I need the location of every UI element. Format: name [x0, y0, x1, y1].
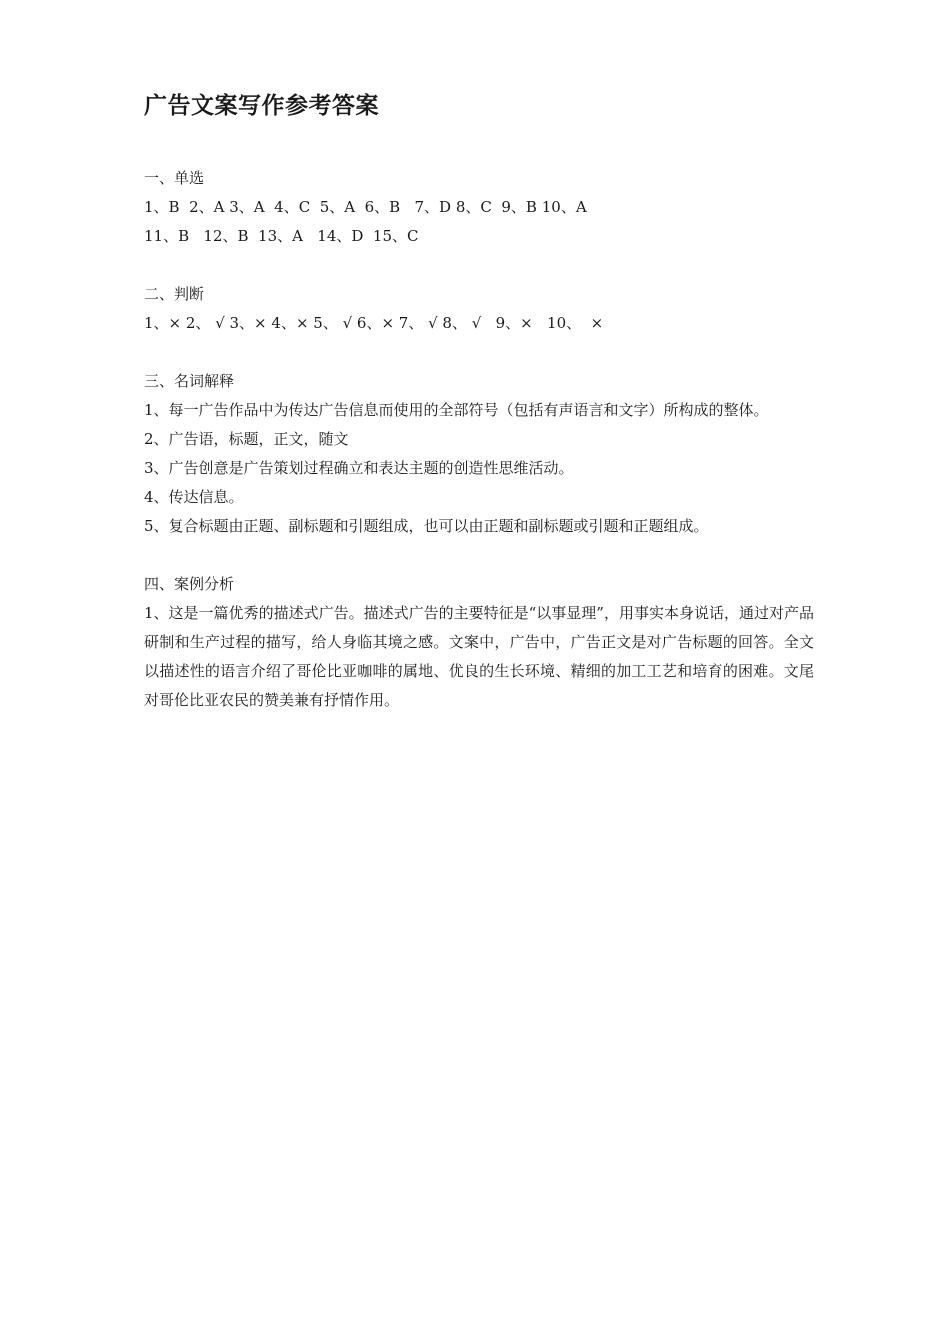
section-heading: 四、案例分析: [144, 575, 235, 593]
answer-paragraph: 2、广告语，标题，正文，随文: [144, 430, 349, 448]
section-case-analysis: [144, 570, 814, 715]
document-title: 广告文案写作参考答案: [144, 93, 379, 119]
answer-paragraph: 1、每一广告作品中为传达广告信息而使用的全部符号（包括有声语言和文字）所构成的整体。: [144, 401, 769, 419]
document-page: [144, 88, 814, 744]
answer-paragraph: 1、这是一篇优秀的描述式广告。描述式广告的主要特征是“以事显理”，用事实本身说话，通过对产品研制和生产过程的描写，给人身临其境之感。文案中，广告中，广告正文是对广告标题的回答。全文以描述性的语言介绍了哥伦比亚咖啡的属地、优良的生长环境、精细的加工工艺和培育的困难。文尾对哥伦比亚农民的赞美兼有抒情作用。: [144, 604, 814, 709]
answer-paragraph: 4、传达信息。: [144, 488, 244, 506]
section-heading: 三、名词解释: [144, 372, 235, 390]
answer-line: 1、B 2、A 3、A 4、C 5、A 6、B 7、D 8、C 9、B 10、A: [144, 198, 587, 216]
section-single-choice: [144, 164, 814, 251]
answer-paragraph: 5、复合标题由正题、副标题和引题组成，也可以由正题和副标题或引题和正题组成。: [144, 517, 709, 535]
answer-line: 1、× 2、 √ 3、× 4、× 5、 √ 6、× 7、 √ 8、 √ 9、× 10、 ×: [144, 314, 604, 332]
section-term-definitions: [144, 367, 814, 541]
section-heading: 二、判断: [144, 285, 205, 303]
section-heading: 一、单选: [144, 169, 205, 187]
answer-line: 11、B 12、B 13、A 14、D 15、C: [144, 227, 419, 245]
section-true-false: [144, 280, 814, 338]
answer-paragraph: 3、广告创意是广告策划过程确立和表达主题的创造性思维活动。: [144, 459, 574, 477]
